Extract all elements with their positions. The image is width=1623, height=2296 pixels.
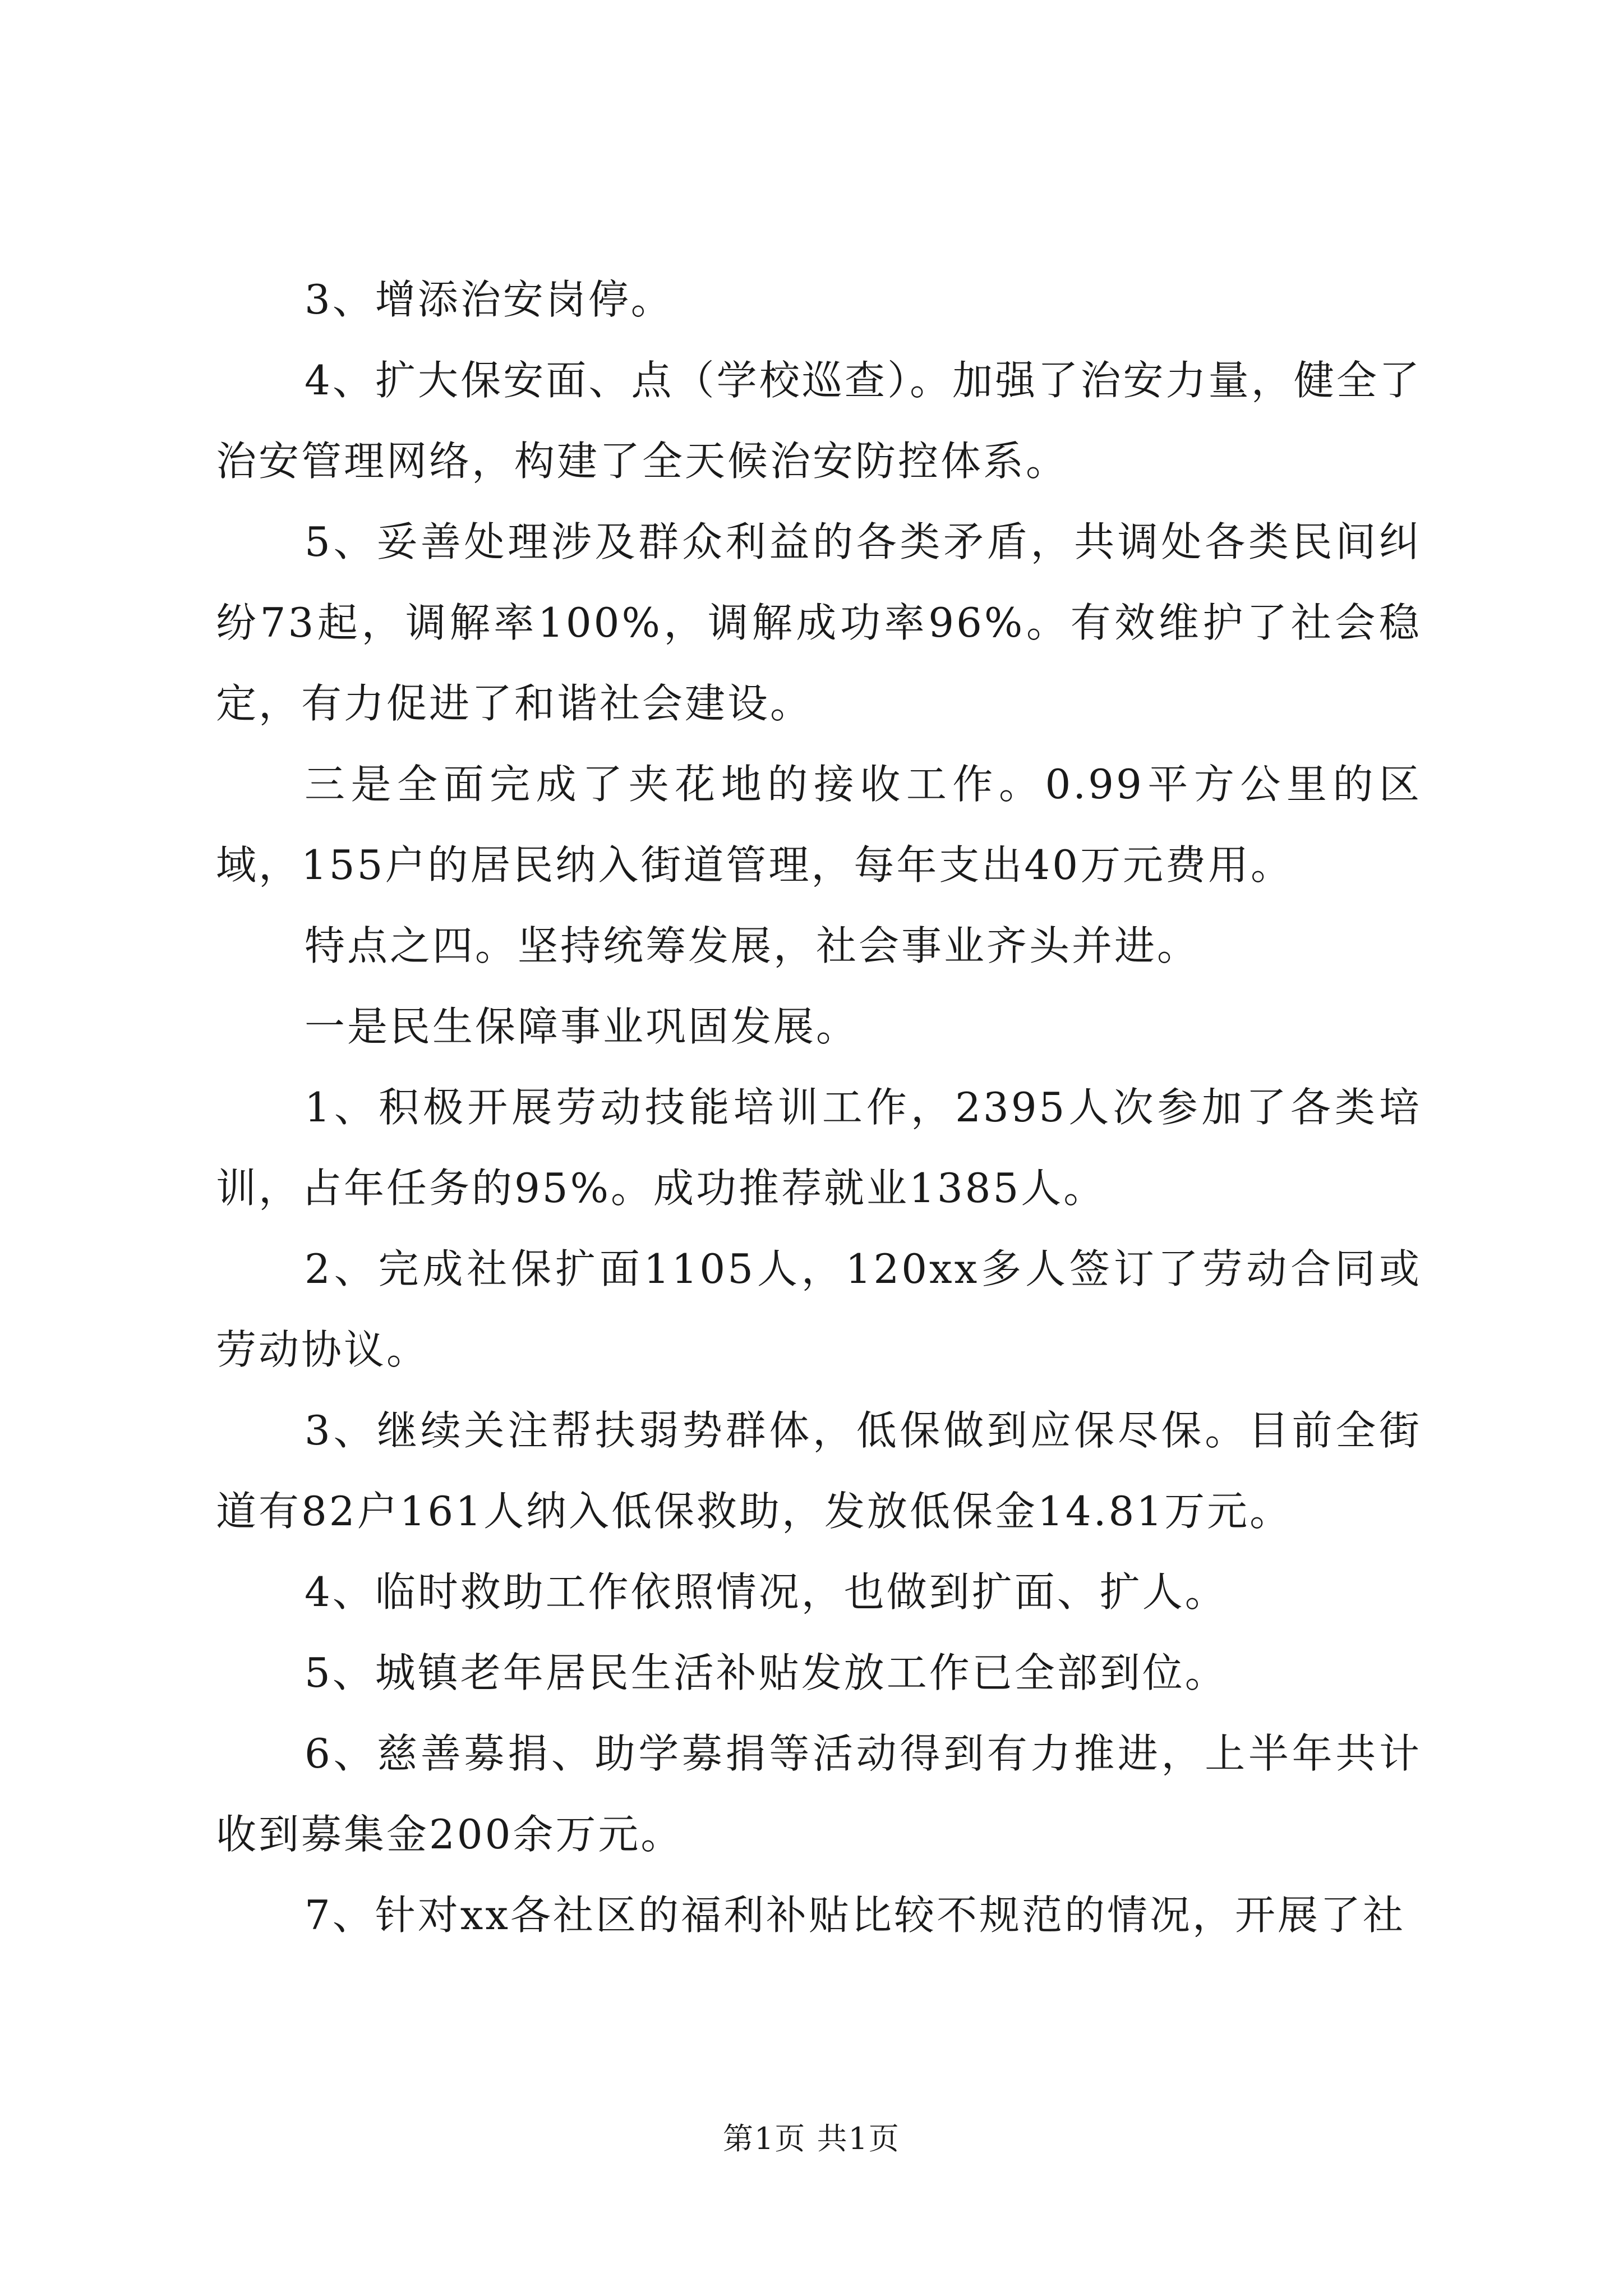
paragraph: 4、扩大保安面、点（学校巡查）。加强了治安力量，健全了治安管理网络，构建了全天候治安防控体系。 (216, 357, 1422, 485)
paragraph: 2、完成社保扩面1105人，120xx多人签订了劳动合同或劳动协议。 (216, 1245, 1422, 1373)
paragraph: 5、城镇老年居民生活补贴发放工作已全部到位。 (305, 1649, 1228, 1696)
paragraph: 7、针对xx各社区的福利补贴比较不规范的情况，开展了社 (305, 1892, 1406, 1939)
paragraph: 3、继续关注帮扶弱势群体，低保做到应保尽保。目前全街道有82户161人纳入低保救助，发放低保金14.81万元。 (216, 1407, 1422, 1535)
document-body (216, 259, 1422, 1955)
paragraph: 3、增添治安岗停。 (305, 276, 674, 323)
paragraph: 三是全面完成了夹花地的接收工作。0.99平方公里的区域，155户的居民纳入街道管理，每年支出40万元费用。 (216, 761, 1422, 889)
page-footer: 第1页 共1页 (723, 2121, 900, 2156)
paragraph: 1、积极开展劳动技能培训工作，2395人次参加了各类培训，占年任务的95%。成功推荐就业1385人。 (216, 1084, 1422, 1212)
paragraph: 一是民生保障事业巩固发展。 (305, 1003, 859, 1050)
paragraph: 5、妥善处理涉及群众利益的各类矛盾，共调处各类民间纠纷73起，调解率100%，调解成功率96%。有效维护了社会稳定，有力促进了和谐社会建设。 (216, 518, 1422, 727)
paragraph: 6、慈善募捐、助学募捐等活动得到有力推进，上半年共计收到募集金200余万元。 (216, 1730, 1422, 1858)
paragraph: 特点之四。坚持统筹发展，社会事业齐头并进。 (305, 922, 1200, 969)
paragraph: 4、临时救助工作依照情况，也做到扩面、扩人。 (305, 1568, 1228, 1616)
